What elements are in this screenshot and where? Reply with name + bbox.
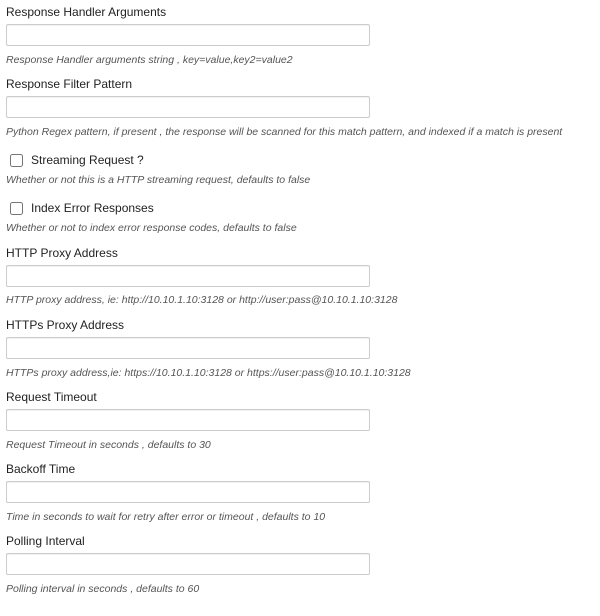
polling-interval-label: Polling Interval (6, 534, 85, 548)
https-proxy-address-input[interactable] (6, 337, 370, 359)
response-handler-arguments-help: Response Handler arguments string , key=value,key2=value2 (6, 54, 293, 66)
response-filter-pattern-help: Python Regex pattern, if present , the response will be scanned for this match pattern, and indexed if a match is present (6, 126, 563, 138)
request-timeout-label: Request Timeout (6, 390, 97, 404)
response-filter-pattern-input[interactable] (6, 96, 370, 118)
request-timeout-input[interactable] (6, 409, 370, 431)
http-proxy-address-input[interactable] (6, 265, 370, 287)
streaming-request-row (10, 152, 144, 168)
index-error-responses-row (10, 200, 154, 216)
https-proxy-address-help: HTTPs proxy address,ie: https://10.10.1.10:3128 or https://user:pass@10.10.1.10:3128 (6, 367, 411, 379)
index-error-responses-help: Whether or not to index error response codes, defaults to false (6, 222, 297, 234)
http-proxy-address-help: HTTP proxy address, ie: http://10.10.1.10:3128 or http://user:pass@10.10.1.10:3128 (6, 294, 398, 306)
polling-interval-help: Polling interval in seconds , defaults to 60 (6, 583, 200, 595)
backoff-time-input[interactable] (6, 481, 370, 503)
backoff-time-help: Time in seconds to wait for retry after error or timeout , defaults to 10 (6, 511, 326, 523)
https-proxy-address-label: HTTPs Proxy Address (6, 318, 125, 332)
polling-interval-input[interactable] (6, 553, 370, 575)
backoff-time-label: Backoff Time (6, 462, 76, 476)
response-handler-arguments-input[interactable] (6, 24, 370, 46)
index-error-responses-label[interactable]: Index Error Responses (31, 201, 154, 215)
response-handler-arguments-label: Response Handler Arguments (6, 5, 167, 19)
response-filter-pattern-label: Response Filter Pattern (6, 77, 133, 91)
streaming-request-label[interactable]: Streaming Request ? (31, 153, 144, 167)
streaming-request-checkbox[interactable] (10, 154, 23, 167)
streaming-request-help: Whether or not this is a HTTP streaming request, defaults to false (6, 174, 311, 186)
request-timeout-help: Request Timeout in seconds , defaults to 30 (6, 439, 211, 451)
http-proxy-address-label: HTTP Proxy Address (6, 246, 118, 260)
index-error-responses-checkbox[interactable] (10, 202, 23, 215)
